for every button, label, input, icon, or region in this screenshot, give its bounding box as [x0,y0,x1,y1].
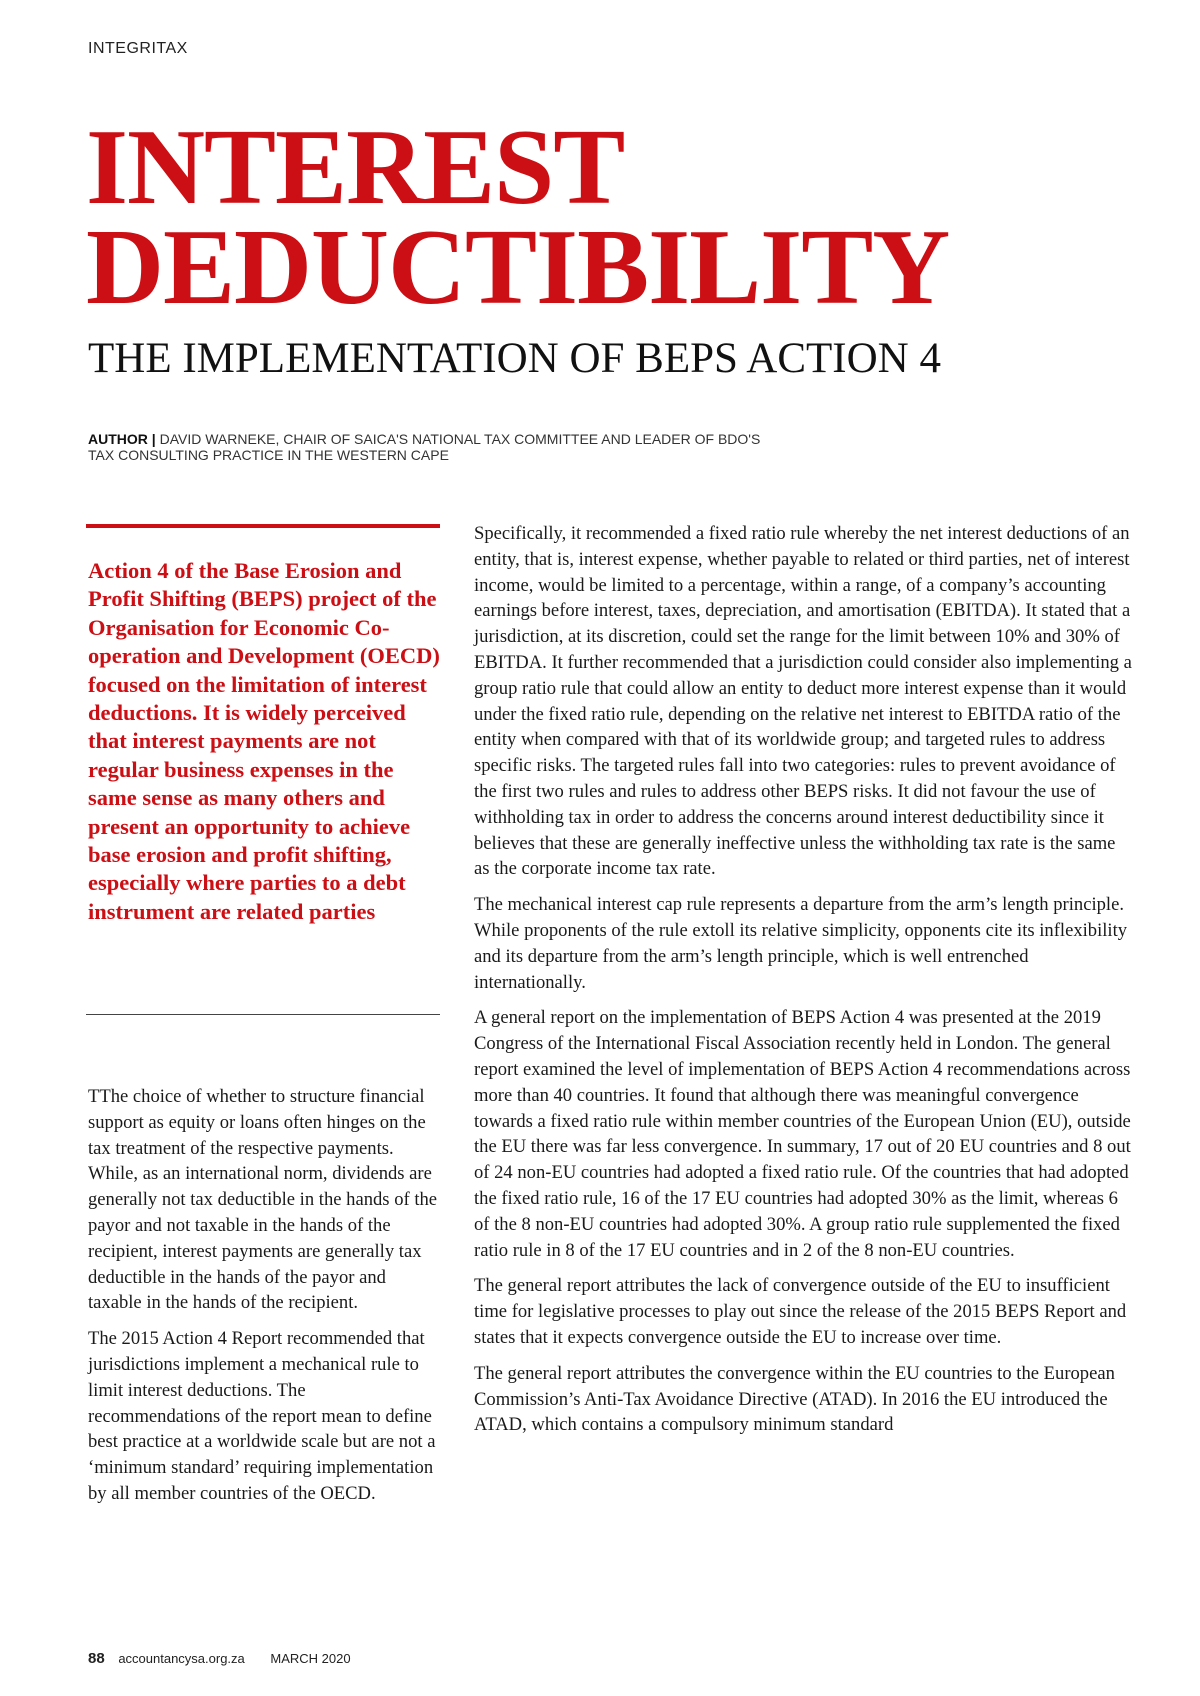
page-number: 88 [88,1650,105,1667]
body-paragraph: The 2015 Action 4 Report recommended that jurisdictions implement a mechanical rule to limit interest deductions. The recommendations of the report mean to define best practice at a worldwide scale but are not a ‘minimum standard’ requiring implementation by all member countries of the OECD. [88,1328,436,1504]
article-subtitle: THE IMPLEMENTATION OF BEPS ACTION 4 [88,335,941,382]
body-paragraph: A general report on the implementation of BEPS Action 4 was presented at the 2019 Congress of the International Fiscal Association recently held in London. The general report examined the level of implementation of BEPS Action 4 recommendations across more than 40 countries. It found that although there was meaningful convergence towards a fixed ratio rule within member countries of the European Union (EU), outside the EU there was far less convergence. In summary, 17 out of 20 EU countries and 8 out of 24 non-EU countries had adopted a fixed ratio rule. Of the countries that had adopted the fixed ratio rule, 16 of the 17 EU countries had adopted 30% as the limit, whereas 6 of the 8 non-EU countries had adopted 30%. A group ratio rule supplemented the fixed ratio rule in 8 of the 17 EU countries and in 2 of the 8 non-EU countries. [474,1007,1131,1261]
pullquote-bottom-rule [86,1014,440,1015]
body-column-left [88,1084,440,1517]
pullquote-top-rule [86,524,440,528]
headline-line-1: INTEREST [86,108,625,227]
body-paragraph: TThe choice of whether to structure financial support as equity or loans often hinges on the tax treatment of the respective payments. While, as an international norm, dividends are generally not tax deductible in the hands of the payor and not taxable in the hands of the recipient, interest payments are generally tax deductible in the hands of the payor and taxable in the hands of the recipient. [88,1086,438,1314]
body-paragraph: The general report attributes the convergence within the EU countries to the European Commission’s Anti-Tax Avoidance Directive (ATAD). In 2016 the EU introduced the ATAD, which contains a compulsory minimum standard [474,1362,1115,1436]
body-paragraph: The general report attributes the lack of convergence outside of the EU to insufficient time for legislative processes to play out since the release of the 2015 BEPS Report and states that it expects convergence outside the EU to increase over time. [474,1275,1127,1348]
footer-website: accountancysa.org.za [118,1651,245,1666]
page-footer [88,1650,351,1667]
footer-issue: MARCH 2020 [270,1651,351,1666]
pullquote: Action 4 of the Base Erosion and Profit Shifting (BEPS) project of the Organisation for Economic Co-operation and Development (OECD) focused on the limitation of interest deductions. It is widely perceived that interest payments are not regular business expenses in the same sense as many others and present an opportunity to achieve base erosion and profit shifting, especially where parties to a debt instrument are related parties [88,558,440,924]
body-column-right [474,521,1134,1448]
body-paragraph: Specifically, it recommended a fixed ratio rule whereby the net interest deductions of an entity, that is, interest expense, whether payable to related or third parties, net of interest income, would be limited to a percentage, within a range, of a company’s accounting earnings before interest, taxes, depreciation, and amortisation (EBITDA). It stated that a jurisdiction, at its discretion, could set the range for the limit between 10% and 30% of EBITDA. It further recommended that a jurisdiction could consider also implementing a group ratio rule that could allow an entity to deduct more interest expense than it would under the fixed ratio rule, depending on the relative net interest to EBITDA ratio of the entity when compared with that of its worldwide group; and targeted rules to address specific risks. The targeted rules fall into two categories: rules to prevent avoidance of the first two rules and rules to address other BEPS risks. It did not favour the use of withholding tax in order to address the concerns around interest deductibility since it believes that these are generally ineffective unless the withholding tax rate is the same as the corporate income tax rate. [474,523,1132,880]
body-paragraph: The mechanical interest cap rule represents a departure from the arm’s length principle. While proponents of the rule extoll its relative simplicity, opponents cite its inflexibility and its departure from the arm’s length principle, which is well entrenched internationally. [474,894,1128,993]
headline-line-2: DEDUCTIBILITY [86,208,950,327]
author-byline [88,431,788,463]
section-label: INTEGRITAX [88,40,188,57]
article-headline [86,108,1146,327]
author-label: AUTHOR | [88,431,156,447]
author-text: DAVID WARNEKE, CHAIR OF SAICA'S NATIONAL TAX COMMITTEE AND LEADER OF BDO'S TAX CONSULTING PRACTICE IN THE WESTERN CAPE [88,431,761,463]
